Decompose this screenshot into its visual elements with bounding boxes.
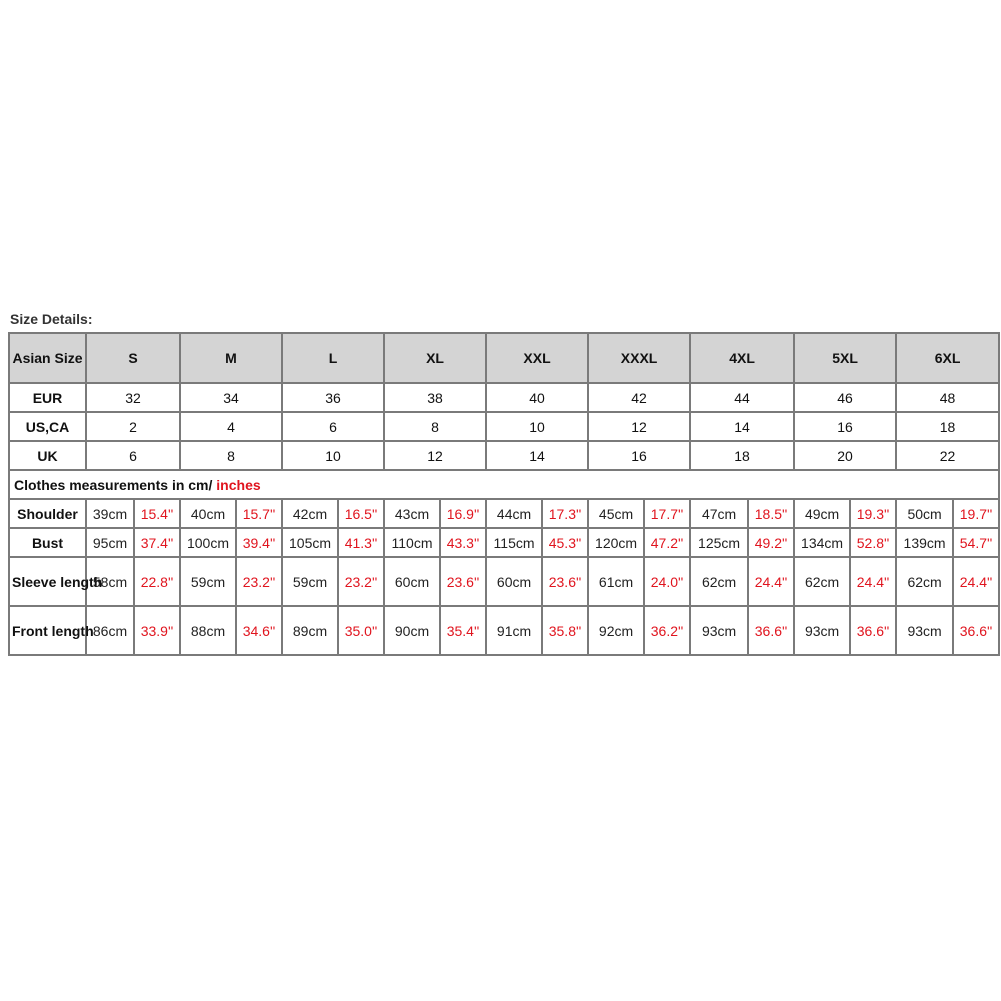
cm-cell: 110cm <box>384 528 440 557</box>
value-cell: 10 <box>282 441 384 470</box>
size-cell: XL <box>384 333 486 383</box>
value-cell: 8 <box>180 441 282 470</box>
inch-cell: 16.9'' <box>440 499 486 528</box>
cm-cell: 86cm <box>86 606 134 655</box>
value-cell: 40 <box>486 383 588 412</box>
value-cell: 14 <box>486 441 588 470</box>
cm-cell: 93cm <box>896 606 953 655</box>
value-cell: 48 <box>896 383 999 412</box>
value-cell: 16 <box>794 412 896 441</box>
cm-cell: 139cm <box>896 528 953 557</box>
value-cell: 8 <box>384 412 486 441</box>
measurements-heading-text: Clothes measurements in cm/ <box>14 476 217 493</box>
inch-cell: 49.2'' <box>748 528 794 557</box>
value-cell: 12 <box>384 441 486 470</box>
value-cell: 6 <box>282 412 384 441</box>
cm-cell: 47cm <box>690 499 748 528</box>
measurements-heading-row <box>9 470 999 499</box>
row-label: UK <box>9 441 86 470</box>
inch-cell: 18.5'' <box>748 499 794 528</box>
cm-cell: 90cm <box>384 606 440 655</box>
cm-cell: 59cm <box>180 557 236 606</box>
cm-cell: 44cm <box>486 499 542 528</box>
inch-cell: 24.4'' <box>850 557 896 606</box>
cm-cell: 134cm <box>794 528 850 557</box>
value-cell: 16 <box>588 441 690 470</box>
sleeve-length-row <box>9 557 999 606</box>
inch-cell: 23.6'' <box>542 557 588 606</box>
row-label: Bust <box>9 528 86 557</box>
inch-cell: 23.2'' <box>338 557 384 606</box>
uk-row <box>9 441 999 470</box>
cm-cell: 60cm <box>486 557 542 606</box>
inch-cell: 15.7'' <box>236 499 282 528</box>
size-cell: 4XL <box>690 333 794 383</box>
value-cell: 6 <box>86 441 180 470</box>
inch-cell: 22.8'' <box>134 557 180 606</box>
cm-cell: 100cm <box>180 528 236 557</box>
cm-cell: 62cm <box>794 557 850 606</box>
inch-cell: 19.7'' <box>953 499 999 528</box>
inch-cell: 15.4'' <box>134 499 180 528</box>
inch-cell: 45.3'' <box>542 528 588 557</box>
value-cell: 36 <box>282 383 384 412</box>
cm-cell: 61cm <box>588 557 644 606</box>
inch-cell: 23.6'' <box>440 557 486 606</box>
cm-cell: 89cm <box>282 606 338 655</box>
inch-cell: 24.4'' <box>953 557 999 606</box>
inch-cell: 17.7'' <box>644 499 690 528</box>
inch-cell: 47.2'' <box>644 528 690 557</box>
size-cell: S <box>86 333 180 383</box>
eur-row <box>9 383 999 412</box>
size-cell: XXL <box>486 333 588 383</box>
size-cell: M <box>180 333 282 383</box>
shoulder-row <box>9 499 999 528</box>
cm-cell: 93cm <box>690 606 748 655</box>
size-header-row <box>9 333 999 383</box>
value-cell: 32 <box>86 383 180 412</box>
size-cell: L <box>282 333 384 383</box>
inch-cell: 35.8'' <box>542 606 588 655</box>
inch-cell: 33.9'' <box>134 606 180 655</box>
size-chart-table <box>8 332 1000 656</box>
cm-cell: 62cm <box>690 557 748 606</box>
cm-cell: 91cm <box>486 606 542 655</box>
cm-cell: 62cm <box>896 557 953 606</box>
value-cell: 4 <box>180 412 282 441</box>
cm-cell: 43cm <box>384 499 440 528</box>
value-cell: 14 <box>690 412 794 441</box>
size-cell: XXXL <box>588 333 690 383</box>
cm-cell: 88cm <box>180 606 236 655</box>
cm-cell: 58cm <box>86 557 134 606</box>
value-cell: 38 <box>384 383 486 412</box>
row-label: Sleeve length <box>9 557 86 606</box>
asian-size-label: Asian Size <box>9 333 86 383</box>
size-details-title: Size Details: <box>10 311 93 327</box>
inch-cell: 35.0'' <box>338 606 384 655</box>
cm-cell: 59cm <box>282 557 338 606</box>
inch-cell: 41.3'' <box>338 528 384 557</box>
cm-cell: 40cm <box>180 499 236 528</box>
value-cell: 22 <box>896 441 999 470</box>
inch-cell: 19.3'' <box>850 499 896 528</box>
bust-row <box>9 528 999 557</box>
cm-cell: 93cm <box>794 606 850 655</box>
inch-cell: 36.6'' <box>748 606 794 655</box>
cm-cell: 60cm <box>384 557 440 606</box>
cm-cell: 42cm <box>282 499 338 528</box>
inch-cell: 23.2'' <box>236 557 282 606</box>
cm-cell: 120cm <box>588 528 644 557</box>
cm-cell: 50cm <box>896 499 953 528</box>
inch-cell: 36.6'' <box>850 606 896 655</box>
inch-cell: 24.0'' <box>644 557 690 606</box>
cm-cell: 105cm <box>282 528 338 557</box>
cm-cell: 45cm <box>588 499 644 528</box>
value-cell: 42 <box>588 383 690 412</box>
cm-cell: 92cm <box>588 606 644 655</box>
value-cell: 46 <box>794 383 896 412</box>
inch-cell: 52.8'' <box>850 528 896 557</box>
value-cell: 20 <box>794 441 896 470</box>
inches-label: inches <box>216 476 261 493</box>
size-cell: 6XL <box>896 333 999 383</box>
cm-cell: 95cm <box>86 528 134 557</box>
value-cell: 18 <box>690 441 794 470</box>
inch-cell: 17.3'' <box>542 499 588 528</box>
cm-cell: 49cm <box>794 499 850 528</box>
inch-cell: 34.6'' <box>236 606 282 655</box>
row-label: EUR <box>9 383 86 412</box>
row-label: Shoulder <box>9 499 86 528</box>
inch-cell: 39.4'' <box>236 528 282 557</box>
row-label: US,CA <box>9 412 86 441</box>
value-cell: 2 <box>86 412 180 441</box>
value-cell: 12 <box>588 412 690 441</box>
value-cell: 44 <box>690 383 794 412</box>
us-ca-row <box>9 412 999 441</box>
value-cell: 10 <box>486 412 588 441</box>
inch-cell: 35.4'' <box>440 606 486 655</box>
size-cell: 5XL <box>794 333 896 383</box>
inch-cell: 16.5'' <box>338 499 384 528</box>
value-cell: 34 <box>180 383 282 412</box>
inch-cell: 36.2'' <box>644 606 690 655</box>
inch-cell: 36.6'' <box>953 606 999 655</box>
cm-cell: 125cm <box>690 528 748 557</box>
inch-cell: 37.4'' <box>134 528 180 557</box>
inch-cell: 24.4'' <box>748 557 794 606</box>
cm-cell: 39cm <box>86 499 134 528</box>
row-label: Front length <box>9 606 86 655</box>
inch-cell: 54.7'' <box>953 528 999 557</box>
value-cell: 18 <box>896 412 999 441</box>
cm-cell: 115cm <box>486 528 542 557</box>
inch-cell: 43.3'' <box>440 528 486 557</box>
measurements-heading <box>9 470 999 499</box>
front-length-row <box>9 606 999 655</box>
